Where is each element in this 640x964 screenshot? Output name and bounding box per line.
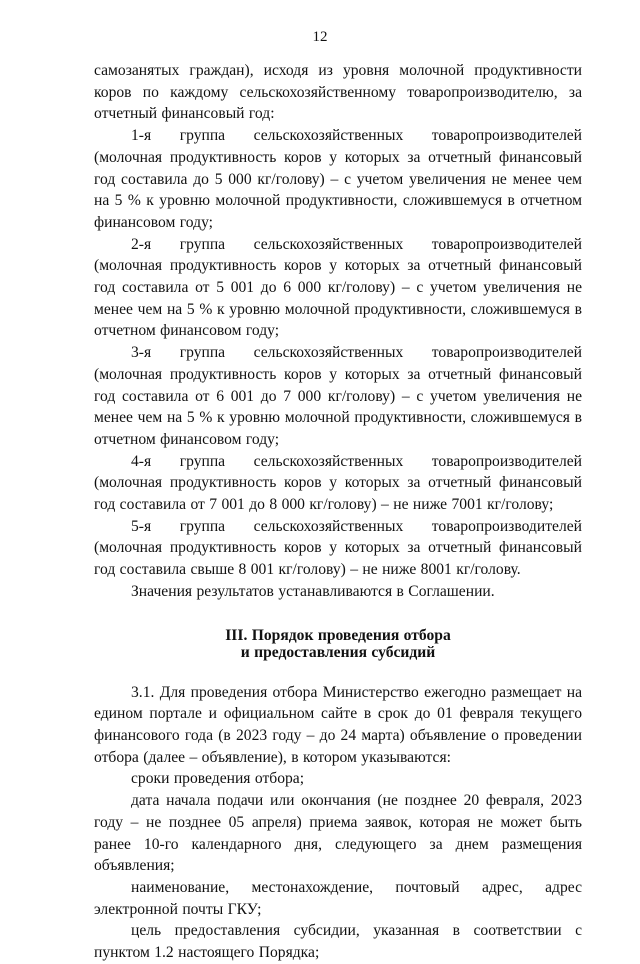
paragraph: Значения результатов устанавливаются в Соглашении.	[131, 582, 495, 600]
paragraph: 4-я группа сельскохозяйственных товаропроизводителей (молочная продуктивность коров у которых за отчетный финансовый год составила от 7 001 до 8 000 кг/голову) – не ниже 7001 кг/голову;	[94, 452, 582, 514]
paragraph: дата начала подачи или окончания (не позднее 20 февраля, 2023 году – не позднее 05 апреля) приема заявок, которая не может быть ранее 10-го календарного дня, следующего за днем размещения объявления;	[94, 792, 582, 875]
paragraph: 3-я группа сельскохозяйственных товаропроизводителей (молочная продуктивность коров у которых за отчетный финансовый год составила от 6 001 до 7 000 кг/голову) – с учетом увеличения не менее чем на 5 % к уровню молочной продуктивности, сложившемуся в отчетном финансовом году;	[94, 344, 582, 448]
paragraph: цель предоставления субсидии, указанная в соответствии с пунктом 1.2 настоящего Порядка;	[94, 922, 582, 962]
document-body	[94, 60, 582, 964]
section-heading-line: и предоставления субсидий	[240, 643, 436, 661]
page-number: 12	[312, 29, 328, 45]
paragraph: 2-я группа сельскохозяйственных товаропроизводителей (молочная продуктивность коров у которых за отчетный финансовый год составила от 5 001 до 6 000 кг/голову) – с учетом увеличения не менее чем на 5 % к уровню молочной продуктивности, сложившемуся в отчетном финансовом году;	[94, 235, 582, 340]
section-heading-line: III. Порядок проведения отбора	[225, 626, 451, 644]
paragraph: сроки проведения отбора;	[131, 770, 305, 788]
paragraph: 3.1. Для проведения отбора Министерство ежегодно размещает на едином портале и официальном сайте в срок до 01 февраля текущего финансового года (в 2023 году – до 24 марта) объявление о проведении отбора (далее – объявление), в котором указываются:	[94, 683, 582, 766]
paragraph: 5-я группа сельскохозяйственных товаропроизводителей (молочная продуктивность коров у которых за отчетный финансовый год составила свыше 8 001 кг/голову) – не ниже 8001 кг/голову.	[94, 517, 582, 579]
paragraph: 1-я группа сельскохозяйственных товаропроизводителей (молочная продуктивность коров у которых за отчетный финансовый год составила до 5 000 кг/голову) – с учетом увеличения не менее чем на 5 % к уровню молочной продуктивности, сложившемуся в отчетном финансовом году;	[94, 127, 582, 231]
paragraph: наименование, местонахождение, почтовый адрес, адрес электронной почты ГКУ;	[94, 878, 582, 918]
paragraph: самозанятых граждан), исходя из уровня молочной продуктивности коров по каждому сельскохозяйственному товаропроизводителю, за отчетный финансовый год:	[94, 62, 582, 123]
section-heading	[94, 627, 582, 661]
